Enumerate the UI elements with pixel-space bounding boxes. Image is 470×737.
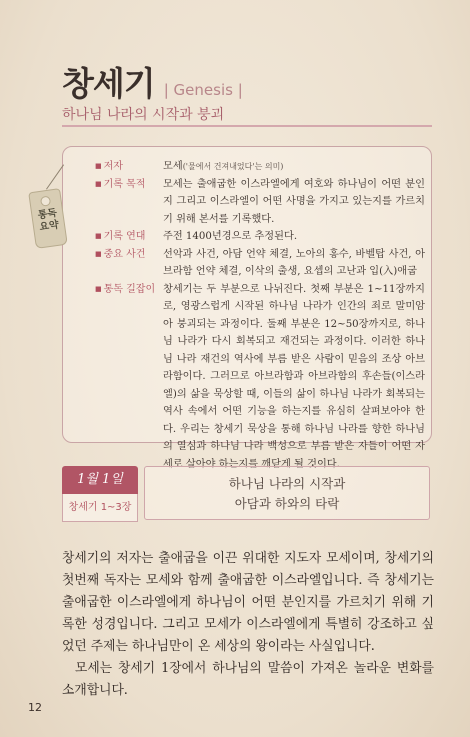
row-note: ('물에서 건져내었다'는 의미) (182, 162, 284, 171)
body-paragraph: 모세는 창세기 1장에서 하나님의 말씀이 가져온 놀라운 변화를 소개합니다. (62, 661, 434, 698)
book-subtitle: 하나님 나라의 시작과 붕괴 (62, 107, 225, 123)
reading-header (62, 466, 432, 522)
row-text: 모세는 출애굽한 이스라엘에게 여호와 하나님이 어떤 분인지 그리고 이스라엘이 어떤 사명을 가지고 있는지를 가르치기 위해 본서를 기록했다. (163, 178, 425, 225)
body-paragraph: 창세기의 저자는 출애굽을 이끈 위대한 지도자 모세이며, 창세기의 첫번째 독자는 모세와 함께 출애굽한 이스라엘입니다. 즉 창세기는 출애굽한 이스라엘에게 하나님이 어떤 분인지를 가르치기 위해 기록한 성경입니다. 그리고 모세가 이스라엘에게 특별히 강조하고 싶었던 주제는 하나님만이 온 세상의 왕이라는 사실입니다. (62, 551, 434, 654)
row-label: ■ 저자 (95, 158, 163, 176)
date-tab (62, 466, 138, 522)
summary-row-author (95, 158, 425, 176)
book-title (62, 58, 243, 105)
title-korean: 창세기 (62, 64, 155, 103)
title-english: | Genesis | (163, 81, 243, 99)
row-text: 주전 1400년경으로 추정된다. (163, 231, 298, 242)
tag-label: 통독 요약 (37, 207, 60, 234)
row-label: ■ 중요 사건 (95, 246, 163, 281)
reading-range: 창세기 1~3장 (62, 494, 138, 522)
row-text: 모세('물에서 건져내었다'는 의미) (163, 161, 284, 172)
body-text (62, 548, 434, 702)
page-number: 12 (28, 701, 42, 714)
reading-date: 1월 1일 (62, 466, 138, 494)
row-text: 창세기는 두 부분으로 나뉘진다. 첫째 부분은 1~11장까지로, 영광스럽게 시작된 하나님 나라가 인간의 죄로 말미암아 붕괴되는 과정이다. 둘째 부분은 12~50장까지로, 하나님 나라가 다시 회복되고 재건되는 과정이다. 이러한 하나님 나라 재건의 역사에 부름 받은 사람이 믿음의 조상 아브라함이다. 그러므로 아브라함과 아브라함의 후손들(이스라엘)의 삶을 묵상할 때, 이들의 삶이 하나님 나라가 회복되는 역사 속에서 어떤 기능을 하는지를 유심히 살펴보아야 한다. 우리는 창세기 묵상을 통해 하나님 나라를 향한 하나님의 열심과 하나님 나라 백성으로 부름 받은 자들이 어떤 자세로 살아야 하는지를 깨닫게 될 것이다. (163, 283, 425, 470)
reading-title-line1: 하나님 나라의 시작과 (228, 476, 346, 491)
reading-title (144, 466, 430, 520)
summary-row-guide (95, 281, 425, 474)
row-label: ■ 기록 목적 (95, 176, 163, 229)
summary-list (95, 158, 425, 473)
row-text: 선악과 사건, 아담 언약 체결, 노아의 홍수, 바벨탑 사건, 아브라함 언약 체결, 이삭의 출생, 요셉의 고난과 입(入)애굽 (163, 248, 425, 277)
summary-row-events (95, 246, 425, 281)
summary-row-date (95, 228, 425, 246)
row-label: ■ 통독 길잡이 (95, 281, 163, 474)
row-label: ■ 기록 연대 (95, 228, 163, 246)
reading-title-line2: 아담과 하와의 타락 (234, 496, 340, 511)
tag-hole-icon (40, 196, 51, 207)
title-divider (62, 125, 432, 127)
summary-row-purpose (95, 176, 425, 229)
